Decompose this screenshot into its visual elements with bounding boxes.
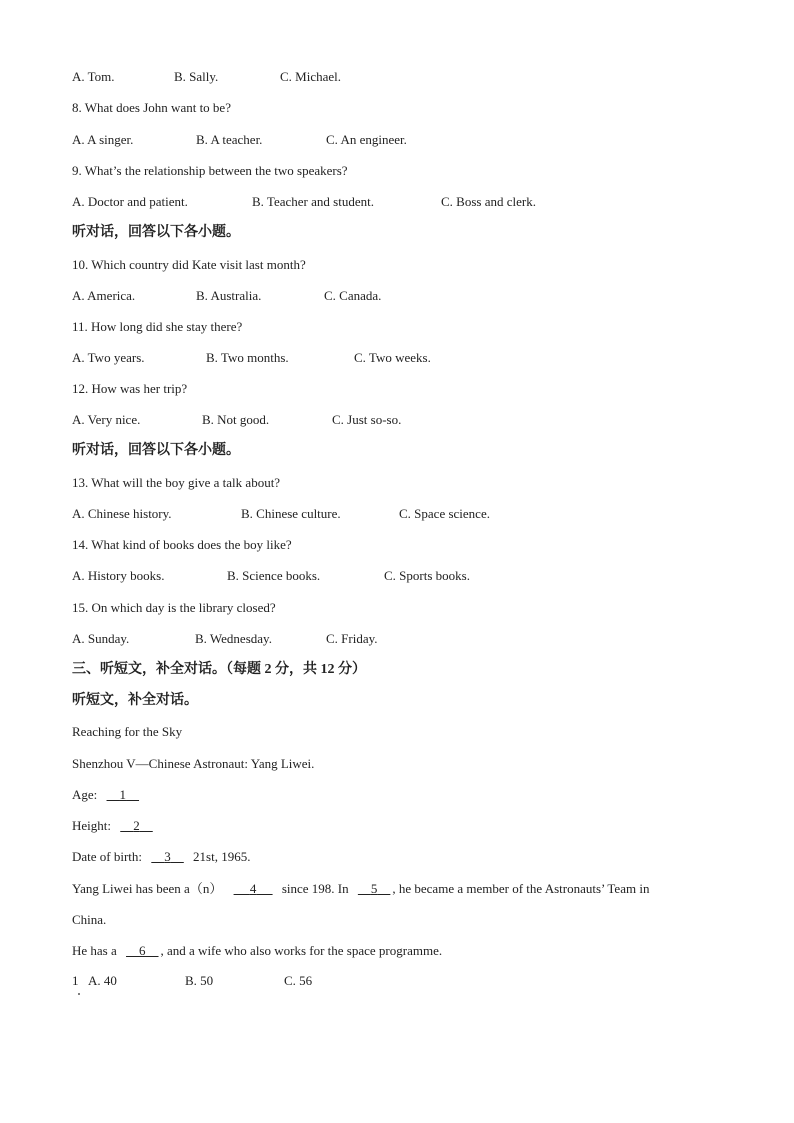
section3-heading: 三、听短文，补全对话。（每题 2 分，共 12 分） [72,662,366,677]
q9-question: 9. What’s the relationship between the two speakers? [72,163,348,178]
age-label: Age: [72,787,98,802]
q9-option-c[interactable]: C. Boss and clerk. [441,194,536,209]
q8-option-b[interactable]: B. A teacher. [196,132,263,147]
q11-question: 11. How long did she stay there? [72,319,243,334]
passage-title: Reaching for the Sky [72,724,183,739]
q7-option-c[interactable]: C. Michael. [280,69,342,84]
q8-option-a[interactable]: A. A singer. [72,132,134,147]
q13-option-a[interactable]: A. Chinese history. [72,506,172,521]
q9-option-a[interactable]: A. Doctor and patient. [72,194,188,209]
blank-6[interactable] [124,943,161,958]
q8-question: 8. What does John want to be? [72,100,231,115]
answer-1-number: 1 [72,973,79,988]
q13-option-c[interactable]: C. Space science. [399,506,490,521]
instruction-dialogue-1: 听对话，回答以下各小题。 [72,225,240,240]
sentence-a-part1: Yang Liwei has been a（n） [72,881,223,896]
blank-2[interactable] [118,818,155,833]
sentence-a-part2: since 198. In [281,881,349,896]
q10-option-c[interactable]: C. Canada. [324,288,382,303]
blank-1-number: 1 [119,787,127,802]
q15-option-c[interactable]: C. Friday. [326,631,378,646]
blank-1[interactable] [105,787,142,802]
instruction-dialogue-2: 听对话，回答以下各小题。 [72,443,240,458]
stray-dot [78,993,80,995]
blank-2-number: 2 [133,818,140,833]
q10-question: 10. Which country did Kate visit last month? [72,257,306,272]
dob-rest: 21st, 1965. [193,849,251,864]
height-label: Height: [72,818,111,833]
age-row [72,787,141,803]
q14-option-a[interactable]: A. History books. [72,568,165,583]
q9-option-b[interactable]: B. Teacher and student. [252,194,374,209]
q12-option-b[interactable]: B. Not good. [202,412,270,427]
dob-label: Date of birth: [72,849,143,864]
answer-1-option-c[interactable]: C. 56 [284,973,313,988]
blank-3[interactable] [149,849,186,864]
q12-question: 12. How was her trip? [72,381,188,396]
answer-1-option-a[interactable]: A. 40 [88,973,117,988]
q15-option-a[interactable]: A. Sunday. [72,631,130,646]
q7-option-a[interactable]: A. Tom. [72,69,115,84]
q14-question: 14. What kind of books does the boy like? [72,537,292,552]
dob-row [72,849,250,865]
sentence-b [72,943,442,959]
sentence-a [72,881,649,897]
q8-option-c[interactable]: C. An engineer. [326,132,407,147]
sentence-b-part1: He has a [72,943,117,958]
q13-option-b[interactable]: B. Chinese culture. [241,506,341,521]
q13-question: 13. What will the boy give a talk about? [72,475,281,490]
q11-option-a[interactable]: A. Two years. [72,350,145,365]
q12-option-c[interactable]: C. Just so-so. [332,412,402,427]
sentence-b-part2: , and a wife who also works for the space programme. [160,943,443,958]
q15-question: 15. On which day is the library closed? [72,600,276,615]
q12-option-a[interactable]: A. Very nice. [72,412,141,427]
height-row [72,818,155,834]
blank-4-number: 4 [249,881,257,896]
q15-option-b[interactable]: B. Wednesday. [195,631,272,646]
q11-option-c[interactable]: C. Two weeks. [354,350,431,365]
q11-option-b[interactable]: B. Two months. [206,350,289,365]
q10-option-a[interactable]: A. America. [72,288,136,303]
answer-1-option-b[interactable]: B. 50 [185,973,214,988]
passage-subtitle: Shenzhou V—Chinese Astronaut: Yang Liwei. [72,756,315,771]
q7-option-b[interactable]: B. Sally. [174,69,219,84]
blank-5-number: 5 [370,881,378,896]
blank-3-number: 3 [164,849,171,864]
q10-option-b[interactable]: B. Australia. [196,288,262,303]
q14-option-b[interactable]: B. Science books. [227,568,321,583]
blank-5[interactable] [356,881,393,896]
blank-6-number: 6 [139,943,146,958]
sentence-a-part3: , he became a member of the Astronauts’ Team in [392,881,650,896]
section3-instruction: 听短文，补全对话。 [72,693,198,708]
blank-4[interactable] [232,881,275,896]
sentence-a-part4: China. [72,912,107,927]
q14-option-c[interactable]: C. Sports books. [384,568,470,583]
